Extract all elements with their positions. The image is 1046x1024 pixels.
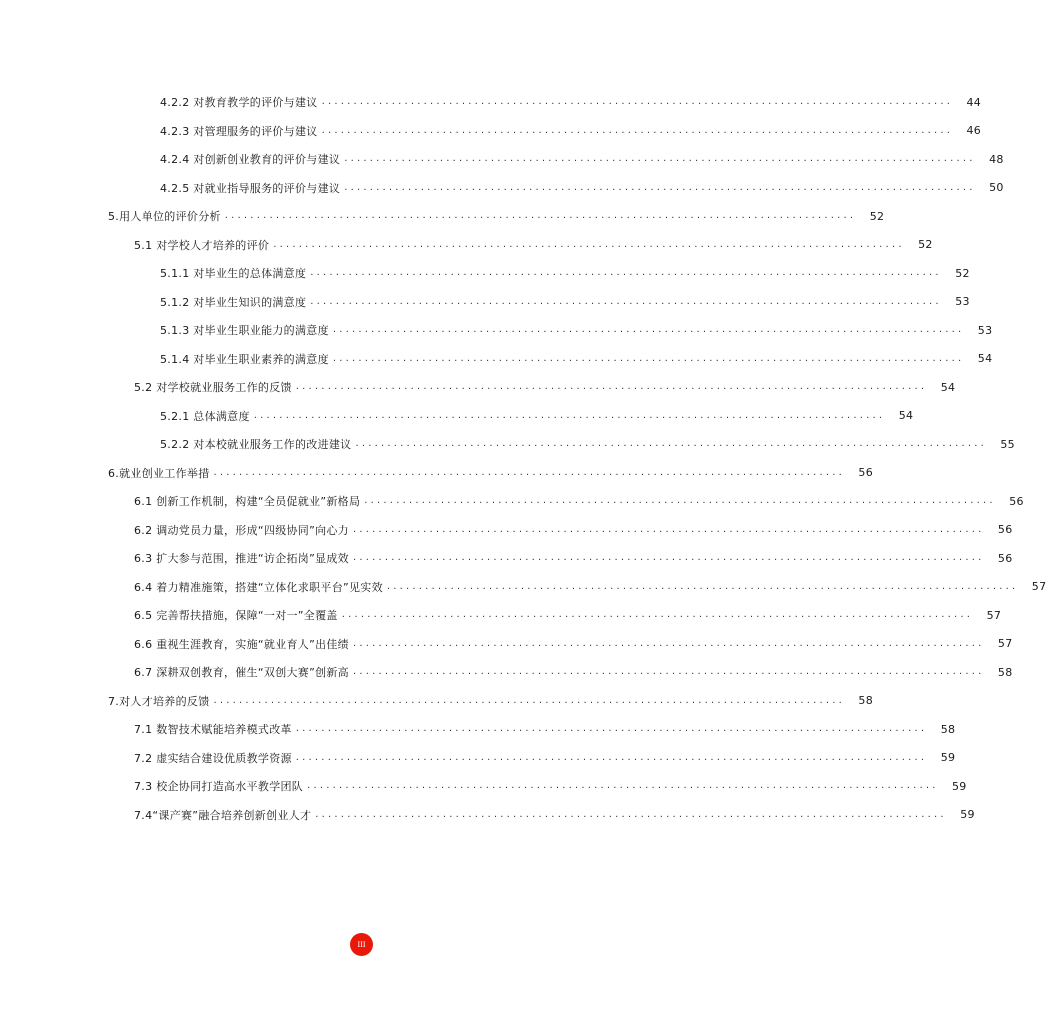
toc-entry[interactable] [0,744,956,773]
toc-entry[interactable] [0,316,993,345]
toc-entry[interactable] [0,658,1013,687]
toc-entry-title: 5.1.2 对毕业生知识的满意度 [160,295,307,309]
toc-entry[interactable] [0,259,970,288]
toc-entry-title: 5.用人单位的评价分析 [108,210,221,224]
toc-entry-title: 7.3 校企协同打造高水平教学团队 [134,780,304,794]
toc-entry[interactable] [0,145,1004,174]
toc-entry[interactable] [0,715,956,744]
toc-entry-title: 5.2.2 对本校就业服务工作的改进建议 [160,438,352,452]
toc-entry-title: 7.2 虚实结合建设优质教学资源 [134,751,292,765]
toc-entry-title: 6.1 创新工作机制，构建“全员促就业”新格局 [134,495,361,509]
toc-entry-page: 59 [940,751,956,765]
toc-dot-leader: ................................................................................................... [332,352,965,364]
toc-entry-page: 44 [966,95,982,109]
toc-dot-leader: ................................................................................................... [224,210,857,222]
toc-entry-page: 58 [858,694,873,708]
toc-entry[interactable] [0,544,1013,573]
toc-entry-page: 58 [940,722,956,736]
toc-dot-leader: ................................................................................................... [310,295,942,307]
toc-dot-leader: ................................................................................................... [295,751,928,763]
toc-entry-page: 46 [966,124,982,138]
toc-dot-leader: ................................................................................................... [273,238,905,250]
toc-entry[interactable] [0,801,975,830]
toc-entry-page: 50 [989,181,1004,195]
toc-entry-title: 5.1 对学校人才培养的评价 [134,238,270,252]
toc-entry-title: 4.2.2 对教育教学的评价与建议 [160,96,318,110]
toc-entry-page: 55 [1000,437,1015,451]
toc-entry[interactable] [0,630,1013,659]
toc-dot-leader: ................................................................................................... [315,808,947,820]
toc-entry-page: 53 [977,323,993,337]
toc-entry[interactable] [0,88,982,117]
toc-entry-page: 54 [898,409,914,423]
toc-entry-page: 56 [858,466,873,480]
toc-dot-leader: ................................................................................................... [321,124,954,136]
page-number: III [357,940,366,949]
toc-entry-page: 56 [997,523,1013,537]
toc-entry-title: 4.2.4 对创新创业教育的评价与建议 [160,153,341,167]
toc-entry-title: 5.1.3 对毕业生职业能力的满意度 [160,324,329,338]
toc-entry-page: 59 [960,808,975,822]
toc-entry[interactable] [0,288,970,317]
toc-dot-leader: ................................................................................................... [344,181,976,193]
toc-entry-title: 6.2 调动党员力量，形成“四级协同”向心力 [134,523,349,537]
toc-entry[interactable] [0,174,1004,203]
toc-dot-leader: ................................................................................................... [310,267,942,279]
toc-dot-leader: ................................................................................................... [353,666,985,678]
toc-dot-leader: ................................................................................................... [321,96,954,108]
toc-entry[interactable] [0,772,967,801]
toc-entry-title: 6.就业创业工作举措 [108,466,210,480]
toc-dot-leader: ................................................................................................... [364,495,996,507]
toc-entry-page: 48 [989,152,1004,166]
toc-entry-page: 54 [940,380,956,394]
page-number-badge [350,933,373,956]
toc-entry[interactable] [0,516,1013,545]
toc-entry-page: 52 [869,209,885,223]
toc-dot-leader: ................................................................................................... [386,580,1019,592]
toc-dot-leader: ................................................................................................... [295,723,928,735]
toc-entry[interactable] [0,231,933,260]
toc-entry-title: 4.2.5 对就业指导服务的评价与建议 [160,181,341,195]
table-of-contents [0,88,1046,829]
toc-dot-leader: ................................................................................................... [253,409,886,421]
toc-dot-leader: ................................................................................................... [307,780,939,792]
toc-entry-title: 7.对人才培养的反馈 [108,694,210,708]
toc-entry[interactable] [0,601,1002,630]
toc-dot-leader: ................................................................................................... [344,153,976,165]
toc-entry-page: 56 [997,551,1013,565]
toc-dot-leader: ................................................................................................... [353,523,985,535]
toc-entry-title: 4.2.3 对管理服务的评价与建议 [160,124,318,138]
toc-entry[interactable] [0,202,885,231]
toc-entry-title: 5.1.4 对毕业生职业素养的满意度 [160,352,329,366]
toc-entry-title: 5.2 对学校就业服务工作的反馈 [134,381,292,395]
toc-entry-page: 52 [918,238,933,252]
toc-dot-leader: ................................................................................................... [353,552,985,564]
toc-entry-page: 56 [1009,494,1024,508]
toc-entry[interactable] [0,373,956,402]
toc-entry[interactable] [0,459,873,488]
toc-entry-page: 58 [997,665,1013,679]
toc-entry-title: 5.2.1 总体满意度 [160,409,250,423]
toc-entry[interactable] [0,430,1015,459]
toc-dot-leader: ................................................................................................... [341,609,974,621]
toc-entry[interactable] [0,117,982,146]
toc-entry-page: 57 [997,637,1013,651]
toc-entry-title: 7.4“课产赛”融合培养创新创业人才 [134,808,312,822]
toc-entry-title: 6.6 重视生涯教育，实施“就业育人”出佳绩 [134,637,349,651]
toc-entry[interactable] [0,402,914,431]
toc-dot-leader: ................................................................................................... [213,694,845,706]
toc-entry-title: 5.1.1 对毕业生的总体满意度 [160,267,307,281]
toc-entry-title: 6.5 完善帮扶措施，保障“一对一”全覆盖 [134,609,338,623]
toc-entry-page: 59 [951,779,967,793]
toc-dot-leader: ................................................................................................... [295,381,928,393]
toc-dot-leader: ................................................................................................... [355,438,987,450]
toc-entry-page: 53 [955,295,970,309]
toc-entry[interactable] [0,687,873,716]
toc-entry-title: 7.1 数智技术赋能培养模式改革 [134,723,292,737]
toc-entry[interactable] [0,573,1046,602]
toc-entry-title: 6.3 扩大参与范围，推进“访企拓岗”显成效 [134,552,349,566]
toc-dot-leader: ................................................................................................... [213,466,845,478]
toc-entry[interactable] [0,487,1024,516]
toc-entry-page: 57 [1031,580,1046,594]
toc-entry[interactable] [0,345,993,374]
toc-entry-page: 57 [986,608,1002,622]
toc-dot-leader: ................................................................................................... [332,324,965,336]
toc-entry-page: 54 [977,352,993,366]
toc-entry-title: 6.7 深耕双创教育，催生“双创大赛”创新高 [134,666,349,680]
toc-entry-page: 52 [955,266,970,280]
toc-entry-title: 6.4 着力精准施策，搭建“立体化求职平台”见实效 [134,580,383,594]
toc-dot-leader: ................................................................................................... [353,637,985,649]
